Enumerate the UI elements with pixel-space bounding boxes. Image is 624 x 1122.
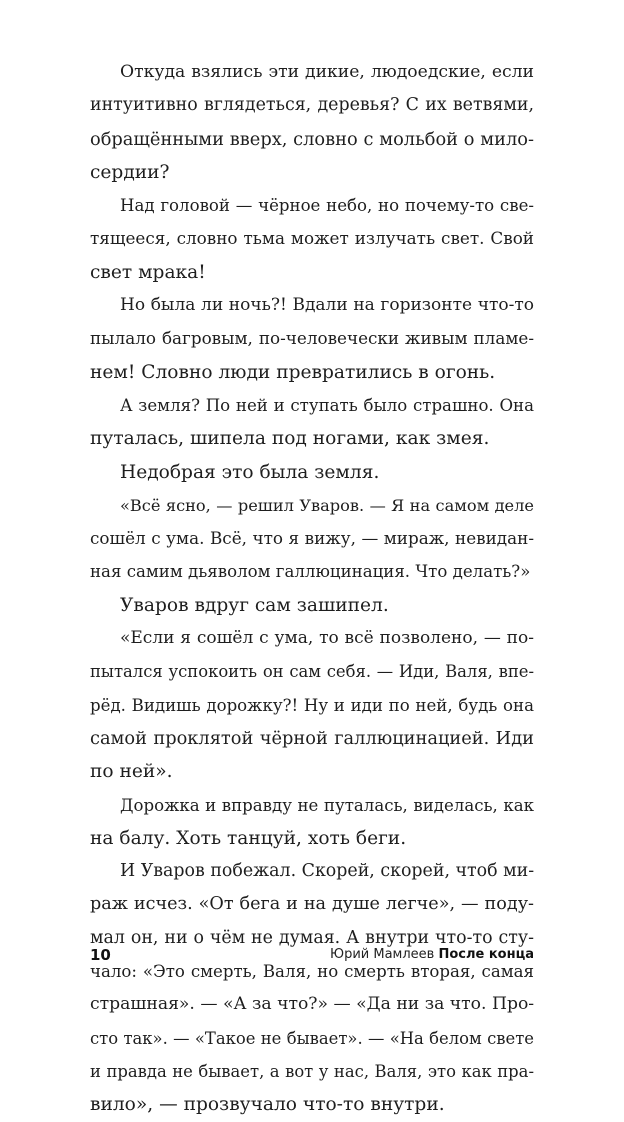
text-line: Недобрая это была земля. <box>120 461 380 483</box>
text-line: вило», — прозвучало что-то внутри. <box>90 1094 445 1116</box>
text-line: А земля? По ней и ступать было страшно. Она <box>120 395 534 415</box>
text-line: Но была ли ночь?! Вдали на горизонте что-то <box>120 295 534 316</box>
text-line: Дорожка и вправду не путалась, виделась, как <box>120 795 534 815</box>
text-line: мал он, ни о чём не думая. А внутри что-то сту- <box>90 927 534 948</box>
running-head-title: После конца <box>438 947 534 962</box>
text-line: раж исчез. «От бега и на душе легче», — поду- <box>90 894 534 915</box>
page-footer <box>90 946 534 970</box>
text-line: самой проклятой чёрной галлюцинацией. Иди <box>90 727 534 749</box>
text-line: интуитивно вглядеться, деревья? С их ветвями, <box>90 95 534 116</box>
text-line: тящееся, словно тьма может излучать свет. Свой <box>90 228 534 249</box>
text-line: Откуда взялись эти дикие, людоедские, если <box>120 62 534 82</box>
text-line: нем! Словно люди превратились в огонь. <box>90 361 496 383</box>
text-line: страшная». — «А за что?» — «Да ни за что. Про- <box>90 994 535 1015</box>
text-line: Над головой — чёрное небо, но почему-то све- <box>120 196 534 216</box>
text-line: пылало багровым, по-человечески живым пламе- <box>90 328 534 349</box>
text-line: «Если я сошёл с ума, то всё позволено, — по- <box>120 628 534 649</box>
running-head <box>330 947 534 962</box>
text-line: путалась, шипела под ногами, как змея. <box>90 428 490 450</box>
text-line: обращёнными вверх, словно с мольбой о мило- <box>90 128 534 150</box>
text-line: чало: «Это смерть, Валя, но смерть вторая, самая <box>90 962 534 982</box>
text-line: сердии? <box>90 161 170 183</box>
text-line: пытался успокоить он сам себя. — Иди, Валя, впе- <box>90 662 534 682</box>
text-line: «Всё ясно, — решил Уваров. — Я на самом деле <box>120 495 534 515</box>
text-line: и правда не бывает, а вот у нас, Валя, это как пра- <box>90 1061 534 1081</box>
text-line: сто так». — «Такое не бывает». — «На белом свете <box>90 1028 534 1048</box>
text-line: ная самим дьяволом галлюцинация. Что делать?» <box>90 562 531 582</box>
text-line: Уваров вдруг сам зашипел. <box>120 594 389 616</box>
text-line: на балу. Хоть танцуй, хоть беги. <box>90 827 407 849</box>
text-line: И Уваров побежал. Скорей, скорей, чтоб ми- <box>120 861 535 882</box>
page-number: 10 <box>90 946 111 964</box>
text-line: рёд. Видишь дорожку?! Ну и иди по ней, будь она <box>90 695 534 715</box>
text-line: свет мрака! <box>90 261 206 283</box>
text-line: по ней». <box>90 761 173 783</box>
running-head-author: Юрий Мамлеев <box>330 947 435 962</box>
text-line: сошёл с ума. Всё, что я вижу, — мираж, невидан- <box>90 528 534 549</box>
